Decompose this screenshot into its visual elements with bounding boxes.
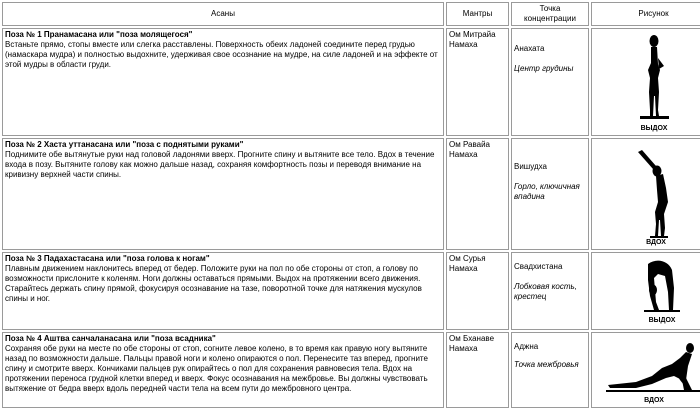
focus-cell	[511, 138, 589, 250]
table-row	[2, 138, 700, 250]
focus-cell	[511, 28, 589, 136]
focus-chakra: Аджна	[514, 342, 539, 351]
mantra-cell: Ом Сурья Намаха	[446, 252, 509, 330]
focus-chakra: Вишудха	[514, 162, 547, 171]
breath-caption: ВДОХ	[643, 397, 664, 404]
asana-instructions: Плавным движением наклонитесь вперед от бедер. Положите руки на пол по обе стороны от стоп, а голову по возможности прислоните к коленям. Ноги должны оставаться прямыми. Выдох на протяжении всего движения. Старайтесь держать спину прямой, фокусируя осознавание на тазе, поворотной точке для натяжения мускулов спины и ног.	[5, 264, 422, 303]
focus-chakra: Свадхистана	[514, 262, 563, 271]
picture-cell	[591, 332, 700, 408]
focus-location: Точка межбровья	[514, 360, 579, 369]
breath-caption: ВЫДОХ	[640, 125, 667, 132]
breath-caption: ВЫДОХ	[648, 317, 675, 324]
asana-description	[2, 138, 444, 250]
breath-caption: ВДОХ	[645, 239, 666, 246]
asana-instructions: Поднимите обе вытянутые руки над головой ладонями вверх. Прогните спину и вытяните все тело. Вдох в течение входа в позу. Вытяните голову как можно дальше назад, сохраняя комфортность позы и переводя внимание на кривизну верхней части спины.	[5, 150, 435, 179]
table-row	[2, 252, 700, 330]
asana-description	[2, 332, 444, 408]
focus-location: Горло, ключичная впадина	[514, 182, 580, 201]
asana-title: Поза № 4 Аштва санчаланасана или "поза всадника"	[5, 334, 216, 343]
picture-cell	[591, 138, 700, 250]
focus-cell	[511, 332, 589, 408]
asana-title: Поза № 2 Хаста уттанасана или "поза с поднятыми руками"	[5, 140, 244, 149]
header-focus: Точка концентрации	[511, 2, 589, 26]
asana-title: Поза № 3 Падахастасана или "поза голова к ногам"	[5, 254, 210, 263]
focus-chakra: Анахата	[514, 44, 545, 53]
table-row	[2, 28, 700, 136]
mantra-cell: Ом Митрайа Намаха	[446, 28, 509, 136]
focus-cell	[511, 252, 589, 330]
raised-arms-pose-icon	[598, 140, 700, 248]
table-row	[2, 332, 700, 408]
asana-instructions: Встаньте прямо, стопы вместе или слегка расставлены. Поверхность обеих ладоней соедините перед грудью (намаскара мудра) и полностью выдохните, удерживая свое осознание на мудре, на силе ладоней и на эффекте от этой мудры в области груди.	[5, 40, 438, 69]
asana-description	[2, 252, 444, 330]
standing-prayer-pose-icon	[598, 30, 700, 134]
picture-cell	[591, 28, 700, 136]
table-header-row	[2, 2, 700, 26]
header-picture: Рисунок	[591, 2, 700, 26]
asana-description	[2, 28, 444, 136]
mantra-cell: Ом Бханаве Намаха	[446, 332, 509, 408]
asana-instructions: Сохраняя обе руки на месте по обе стороны от стоп, согните левое колено, в то время как правую ногу вытяните назад по возможности дальше. Пальцы правой ноги и колено опираются о пол. Перенесите таз вперед, прогните спину и смотрите вверх. Кончиками пальцев рук опирайтесь о пол для сохранения равновесия тела. Вдох на протяжении переноса грудной клетки вперед и вверх. Фокус осознавания на межбровье. Вы должны чувствовать вытяжение от бедра вверх вдоль передней части тела на всем пути до межбровного центра.	[5, 344, 428, 393]
header-mantras: Мантры	[446, 2, 509, 26]
asana-title: Поза № 1 Пранамасана или "поза молящегося"	[5, 30, 193, 39]
lunge-pose-icon	[596, 334, 700, 406]
picture-cell	[591, 252, 700, 330]
focus-location: Лобковая кость, крестец	[514, 282, 577, 301]
header-asanas: Асаны	[2, 2, 444, 26]
mantra-cell: Ом Равайа Намаха	[446, 138, 509, 250]
focus-location: Центр грудины	[514, 64, 574, 73]
forward-bend-pose-icon	[598, 254, 700, 328]
